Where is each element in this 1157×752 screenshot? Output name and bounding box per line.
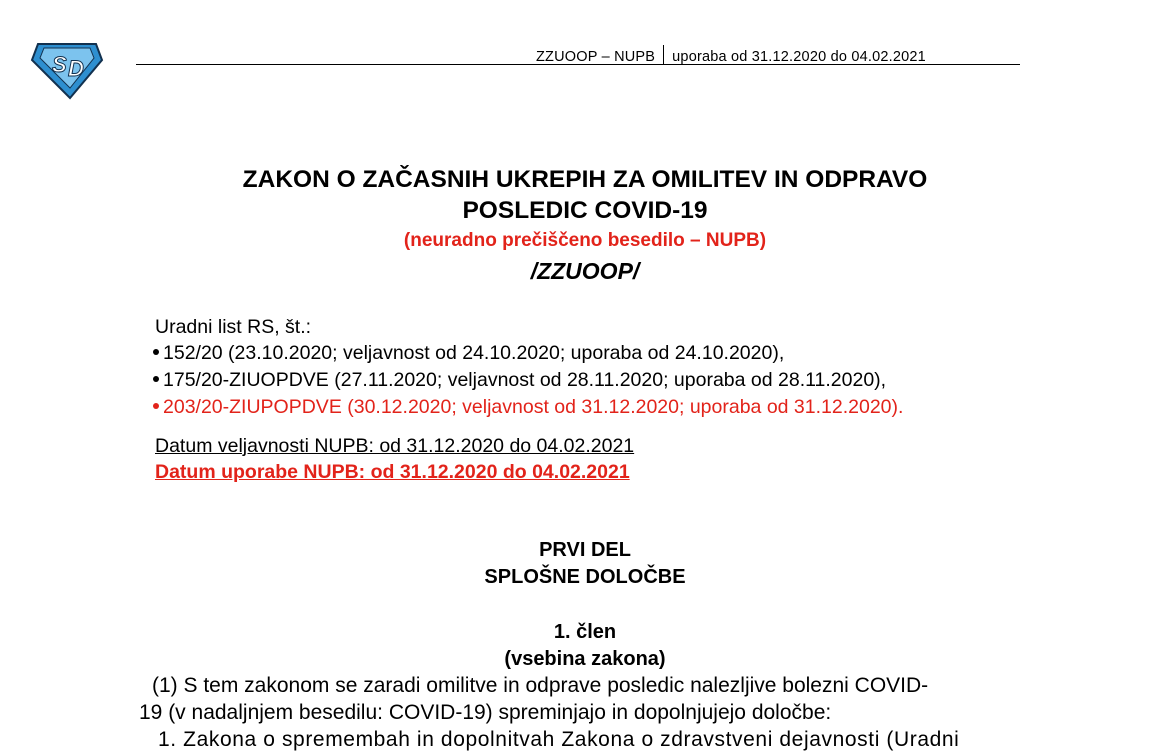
part-label: PRVI DEL — [539, 539, 631, 561]
header-abbreviation: ZZUOOP – NUPB — [536, 49, 656, 65]
bullet-icon — [153, 403, 159, 409]
gazette-item-text: 152/20 (23.10.2020; veljavnost od 24.10.2020; uporaba od 24.10.2020), — [163, 342, 785, 364]
header-separator — [663, 45, 664, 65]
article-paragraph-line: 19 (v nadaljnjem besedilu: COVID-19) spreminjajo in dopolnjujejo določbe: — [139, 701, 832, 724]
gazette-item — [153, 369, 886, 392]
svg-text:S: S — [52, 52, 67, 77]
law-title-line-1: ZAKON O ZAČASNIH UKREPIH ZA OMILITEV IN ODPRAVO — [242, 166, 928, 193]
gazette-item — [153, 396, 903, 419]
article-paragraph-line: 1. Zakona o spremembah in dopolnitvah Zakona o zdravstveni dejavnosti (Uradni — [158, 728, 960, 751]
usage-dates: Datum uporabe NUPB: od 31.12.2020 do 04.02.2021 — [155, 461, 630, 483]
law-title-line-2: POSLEDIC COVID-19 — [462, 197, 708, 224]
article-paragraph-line: (1) S tem zakonom se zaradi omilitve in odprave posledic nalezljive bolezni COVID- — [152, 674, 929, 697]
gazette-item — [153, 342, 784, 365]
law-abbreviation: /ZZUOOP/ — [530, 258, 640, 284]
sd-logo-icon — [30, 38, 104, 100]
validity-dates: Datum veljavnosti NUPB: od 31.12.2020 do 04.02.2021 — [155, 435, 635, 457]
article-number: 1. člen — [553, 621, 617, 643]
part-name: SPLOŠNE DOLOČBE — [484, 566, 686, 588]
law-subtitle: (neuradno prečiščeno besedilo – NUPB) — [403, 230, 767, 251]
header-validity: uporaba od 31.12.2020 do 04.02.2021 — [672, 49, 926, 65]
header-rule — [136, 64, 1020, 65]
gazette-label: Uradni list RS, št.: — [155, 316, 312, 338]
bullet-icon — [153, 349, 159, 355]
gazette-item-text: 203/20-ZIUPOPDVE (30.12.2020; veljavnost od 31.12.2020; uporaba od 31.12.2020). — [163, 396, 904, 418]
gazette-item-text: 175/20-ZIUOPDVE (27.11.2020; veljavnost od 28.11.2020; uporaba od 28.11.2020), — [163, 369, 887, 391]
bullet-icon — [153, 376, 159, 382]
article-heading: (vsebina zakona) — [504, 648, 666, 670]
svg-text:D: D — [68, 56, 84, 81]
running-header — [536, 45, 926, 65]
